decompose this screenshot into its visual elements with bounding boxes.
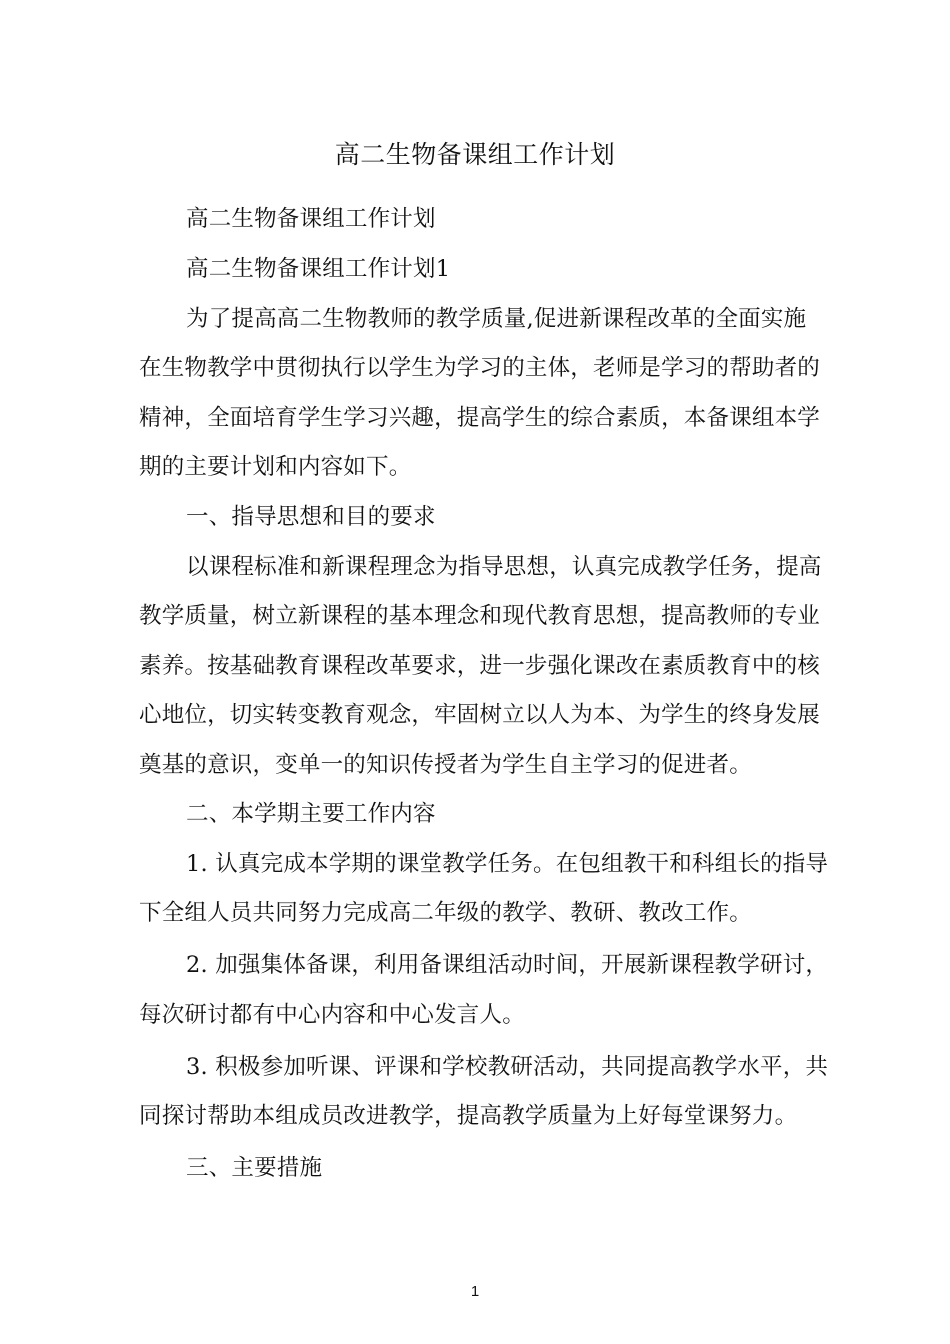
paragraph-line: 3. 积极参加听课、评课和学校教研活动，共同提高教学水平，共 <box>186 1054 829 1080</box>
paragraph-line: 同探讨帮助本组成员改进教学，提高教学质量为上好每堂课努力。 <box>139 1103 798 1129</box>
paragraph-line: 在生物教学中贯彻执行以学生为学习的主体，老师是学习的帮助者的 <box>139 355 821 381</box>
subtitle-line: 高二生物备课组工作计划 <box>186 206 436 232</box>
paragraph-line: 1. 认真完成本学期的课堂教学任务。在包组教干和科组长的指导 <box>186 851 829 877</box>
section-heading: 二、本学期主要工作内容 <box>186 801 436 827</box>
paragraph-line: 为了提高高二生物教师的教学质量,促进新课程改革的全面实施 <box>186 306 807 332</box>
paragraph-line: 精神，全面培育学生学习兴趣，提高学生的综合素质，本备课组本学 <box>139 405 821 431</box>
section-heading: 一、指导思想和目的要求 <box>186 504 436 530</box>
subtitle-line: 高二生物备课组工作计划1 <box>186 256 451 282</box>
paragraph-line: 每次研讨都有中心内容和中心发言人。 <box>139 1002 525 1028</box>
page-number: 1 <box>470 1283 480 1300</box>
paragraph-line: 素养。按基础教育课程改革要求，进一步强化课改在素质教育中的核 <box>139 653 821 679</box>
paragraph-line: 教学质量，树立新课程的基本理念和现代教育思想，提高教师的专业 <box>139 603 821 629</box>
paragraph-line: 以课程标准和新课程理念为指导思想，认真完成教学任务，提高 <box>186 554 822 580</box>
section-heading: 三、主要措施 <box>186 1155 323 1181</box>
page-title: 高二生物备课组工作计划 <box>334 140 616 169</box>
paragraph-line: 奠基的意识，变单一的知识传授者为学生自主学习的促进者。 <box>139 752 752 778</box>
paragraph-line: 下全组人员共同努力完成高二年级的教学、教研、教改工作。 <box>139 900 752 926</box>
paragraph-line: 期的主要计划和内容如下。 <box>139 454 412 480</box>
paragraph-line: 2. 加强集体备课，利用备课组活动时间，开展新课程教学研讨， <box>186 952 829 978</box>
paragraph-line: 心地位，切实转变教育观念，牢固树立以人为本、为学生的终身发展 <box>139 702 821 728</box>
